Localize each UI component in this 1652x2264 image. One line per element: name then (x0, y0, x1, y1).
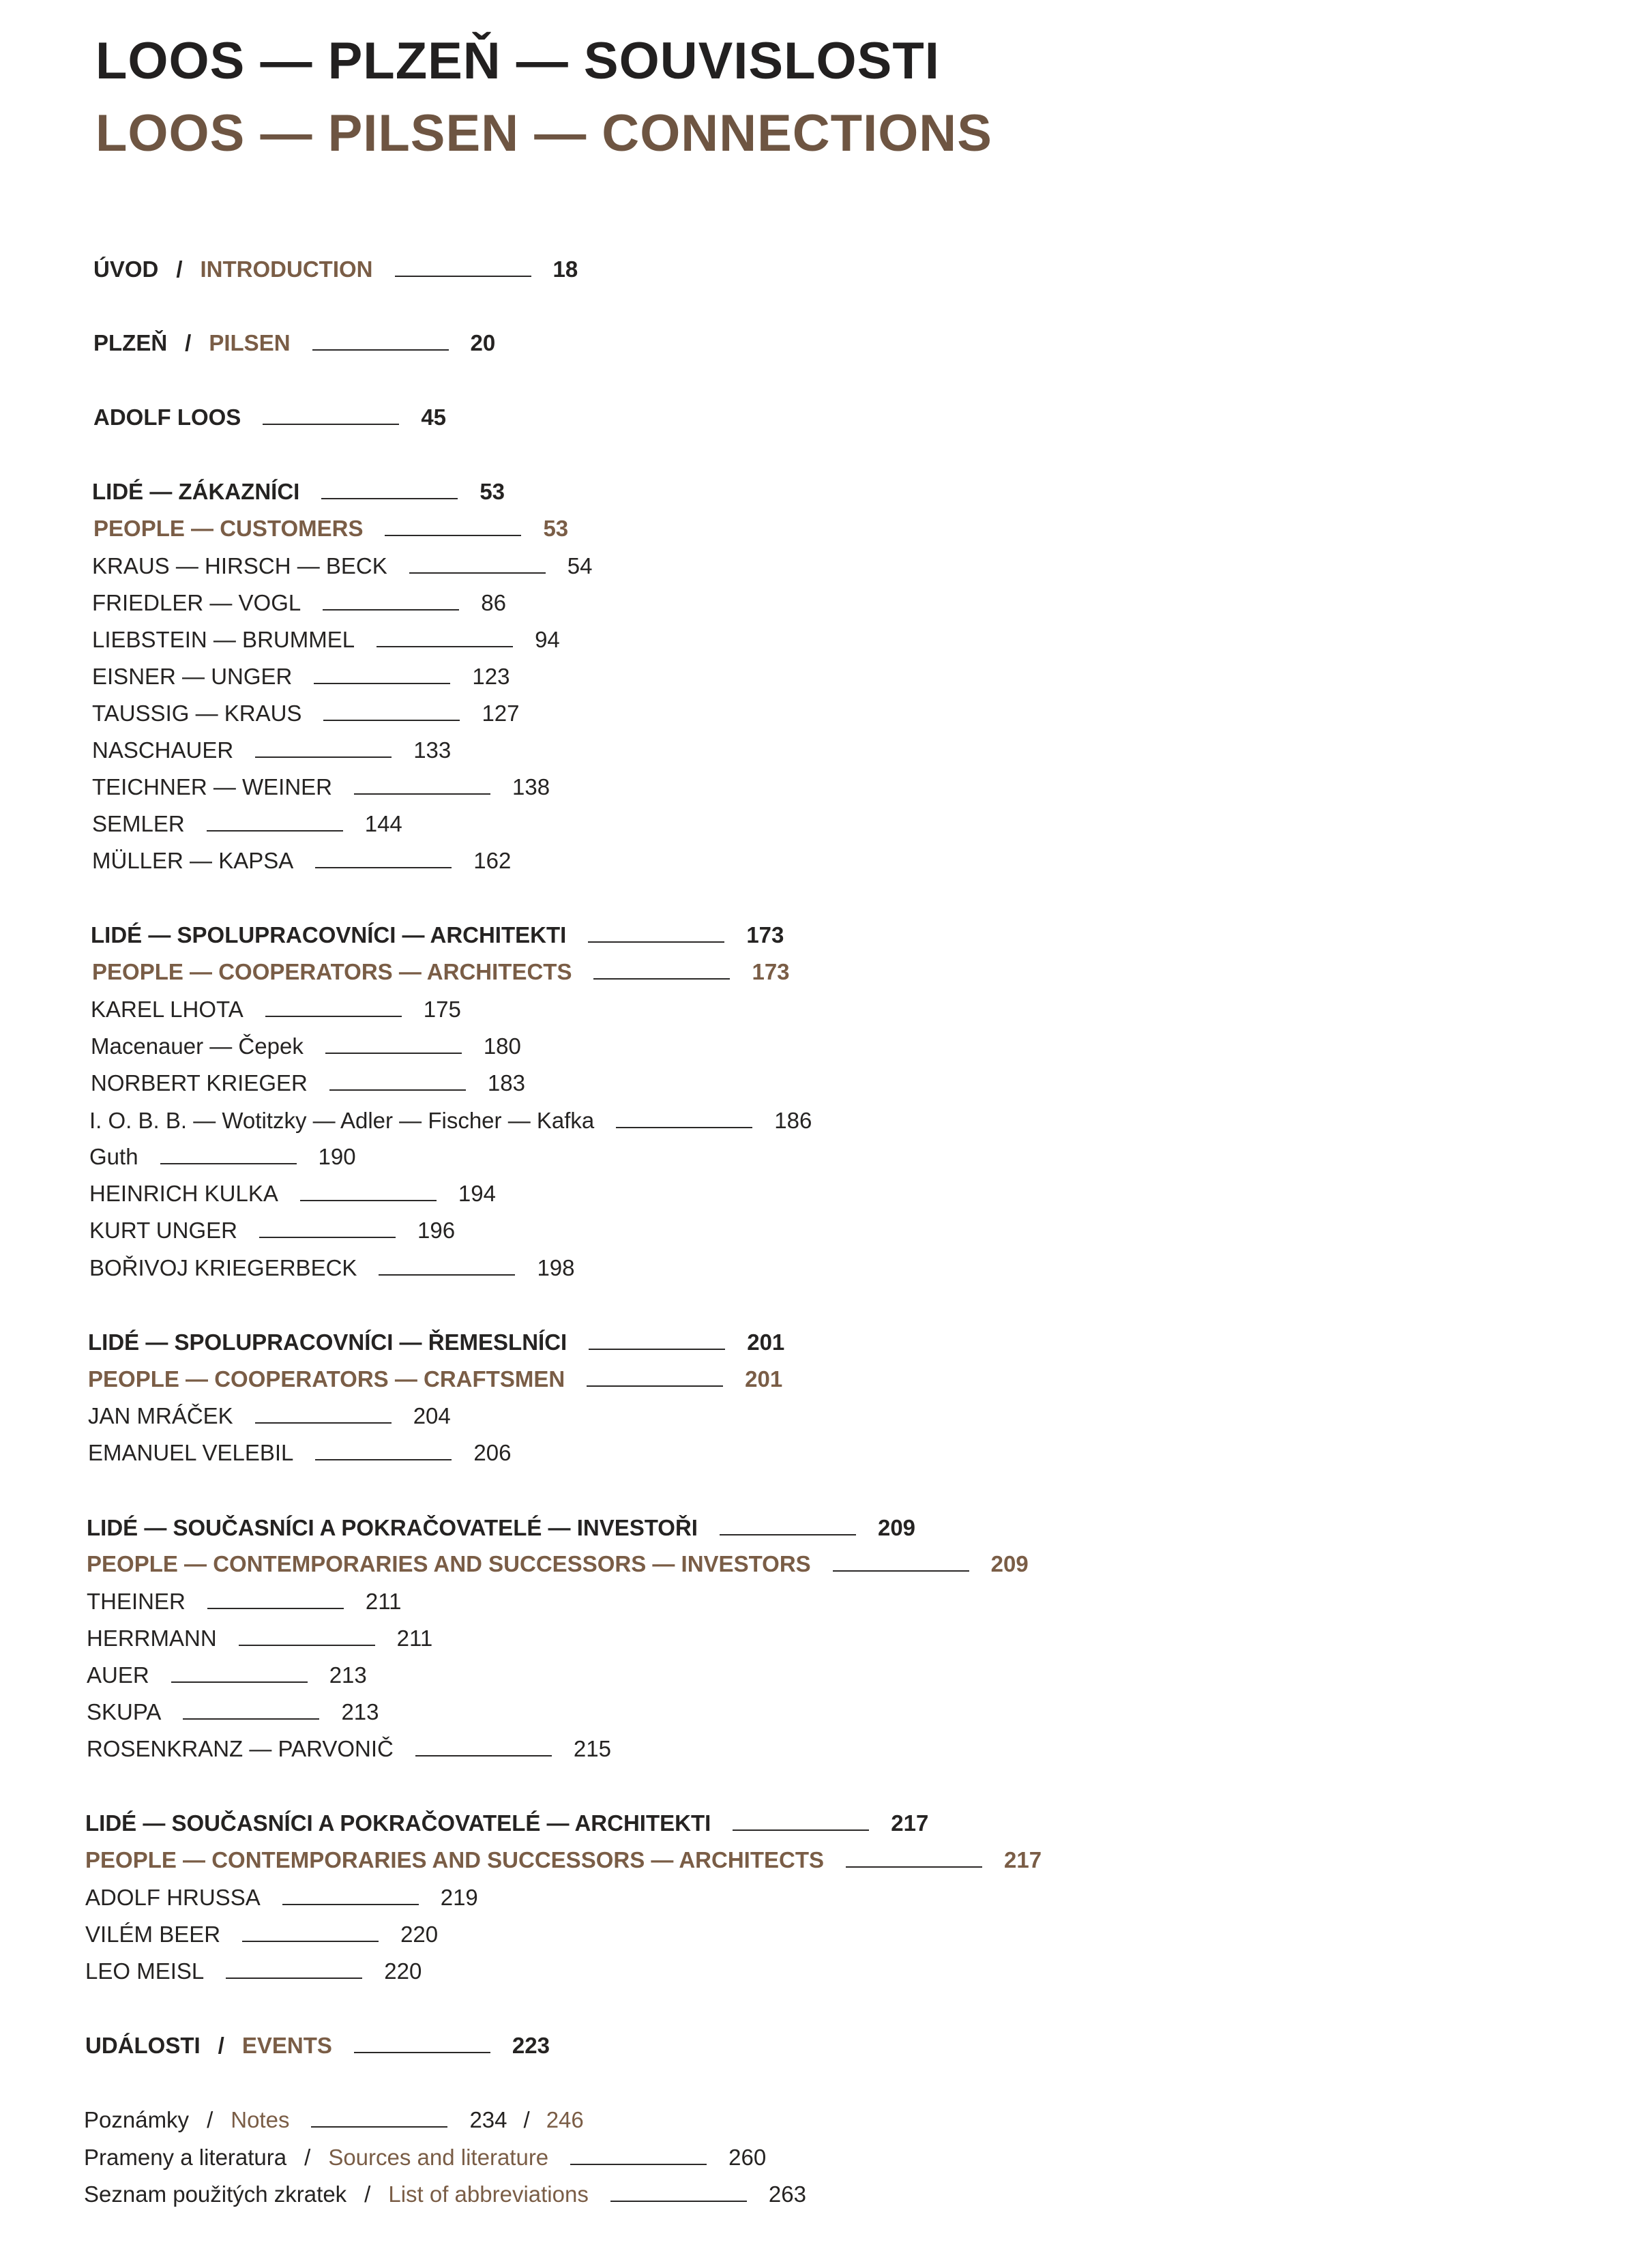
toc-entry (92, 700, 520, 727)
entry-title-czech: LIDÉ — ZÁKAZNÍCI (92, 479, 300, 504)
entry-title-czech: LIDÉ — SOUČASNÍCI A POKRAČOVATELÉ — ARCHITEKTI (85, 1810, 711, 1836)
entry-title-czech: I. O. B. B. — Wotitzky — Adler — Fischer — Kafka (89, 1108, 595, 1133)
leader-line (833, 1553, 969, 1572)
page-number: 198 (537, 1255, 575, 1280)
leader-line (846, 1849, 982, 1868)
leader-line (255, 739, 392, 758)
leader-line (593, 960, 730, 980)
toc-entry (85, 2032, 550, 2059)
toc-entry (92, 847, 511, 874)
leader-line (255, 1405, 392, 1424)
leader-line (282, 1886, 419, 1905)
toc-entry (87, 1550, 1029, 1578)
page-number: 86 (481, 590, 506, 615)
leader-line (570, 2146, 707, 2165)
toc-entry (91, 1033, 521, 1060)
toc-entry (84, 2144, 766, 2171)
toc-entry (93, 256, 578, 283)
leader-line (207, 1590, 344, 1609)
entry-title-english: INTRODUCTION (200, 256, 373, 282)
entry-title-english: Notes (231, 2107, 290, 2132)
entry-title-english: EVENTS (241, 2033, 332, 2058)
entry-title-czech: KRAUS — HIRSCH — BECK (92, 553, 387, 578)
entry-title-czech: Guth (89, 1144, 138, 1169)
entry-title-czech: HERRMANN (87, 1626, 217, 1651)
entry-title-czech: LIDÉ — SOUČASNÍCI A POKRAČOVATELÉ — INVESTOŘI (87, 1515, 698, 1540)
page-number: 127 (482, 701, 520, 726)
leader-line (300, 1182, 437, 1201)
page-number-english: 209 (990, 1551, 1029, 1576)
toc-entry (92, 958, 790, 986)
entry-title-czech: HEINRICH KULKA (89, 1181, 278, 1206)
page-number: 213 (341, 1699, 379, 1724)
leader-line (171, 1664, 308, 1683)
toc-entry (92, 810, 402, 838)
leader-line (265, 998, 402, 1017)
leader-line (616, 1109, 752, 1128)
leader-line (242, 1923, 379, 1942)
leader-line (314, 665, 450, 684)
leader-line (323, 591, 459, 611)
page-number-english: 173 (752, 959, 790, 984)
leader-line (589, 1331, 725, 1350)
toc-entry (84, 2181, 806, 2208)
entry-title-czech: EISNER — UNGER (92, 664, 293, 689)
toc-entry (87, 1699, 379, 1726)
toc-entry (85, 1810, 928, 1837)
entry-title-czech: UDÁLOSTI (85, 2033, 201, 2058)
page-number: 186 (774, 1108, 812, 1133)
entry-title-czech: Prameny a literatura (84, 2145, 287, 2170)
leader-line (263, 406, 399, 425)
entry-title-english: PEOPLE — CONTEMPORARIES AND SUCCESSORS — INVESTORS (87, 1551, 811, 1576)
toc-entry (89, 1143, 356, 1171)
leader-line (588, 924, 724, 943)
leader-line (311, 2108, 447, 2128)
entry-title-czech: VILÉM BEER (85, 1922, 221, 1947)
toc-entry (88, 1439, 511, 1467)
leader-line (226, 1960, 362, 1979)
entry-title-czech: Poznámky (84, 2107, 190, 2132)
entry-title-english: PILSEN (209, 330, 291, 355)
page-number: 54 (567, 553, 593, 578)
entry-title-english: PEOPLE — CONTEMPORARIES AND SUCCESSORS — ARCHITECTS (85, 1847, 824, 1872)
entry-title-czech: JAN MRÁČEK (88, 1403, 233, 1428)
page-number: 45 (421, 405, 447, 430)
page-number: 201 (747, 1329, 785, 1355)
toc-entry (93, 515, 568, 542)
toc-entry (89, 1107, 812, 1134)
page-separator: / (523, 2107, 530, 2132)
page-number: 180 (483, 1033, 521, 1059)
entry-title-czech: THEINER (87, 1589, 186, 1614)
leader-line (415, 1737, 552, 1756)
entry-title-english: PEOPLE — CUSTOMERS (93, 516, 364, 541)
leader-line (259, 1219, 396, 1238)
page-number-english: 53 (543, 516, 569, 541)
entry-title-czech: KURT UNGER (89, 1218, 237, 1243)
page-number: 219 (440, 1885, 478, 1910)
leader-line (610, 2183, 747, 2202)
toc-entry (92, 663, 510, 690)
toc-entry (92, 589, 506, 617)
entry-separator: / (364, 2181, 371, 2207)
entry-title-english: PEOPLE — COOPERATORS — ARCHITECTS (92, 959, 572, 984)
toc-entry (85, 1884, 478, 1911)
entry-separator: / (185, 330, 192, 355)
page-number: 263 (768, 2181, 806, 2207)
page-number: 190 (318, 1144, 356, 1169)
leader-line (315, 1441, 452, 1460)
toc-entry (89, 1217, 455, 1244)
page-number: 194 (458, 1181, 496, 1206)
toc-entry (93, 404, 446, 431)
toc-entry (87, 1735, 611, 1763)
leader-line (329, 1072, 466, 1091)
leader-line (321, 480, 458, 499)
page-number: 213 (329, 1662, 367, 1688)
toc-entry (89, 1254, 575, 1282)
leader-line (587, 1368, 723, 1387)
page-number: 211 (365, 1589, 402, 1614)
title-english: LOOS — PILSEN — CONNECTIONS (95, 104, 992, 162)
entry-title-english: Sources and literature (328, 2145, 549, 2170)
toc-entry (84, 2106, 584, 2134)
page-number: 217 (891, 1810, 929, 1836)
toc-entry (92, 626, 560, 653)
toc-entry (92, 737, 451, 764)
page-number: 173 (746, 922, 784, 947)
leader-line (733, 1812, 869, 1831)
toc-entry (87, 1625, 432, 1652)
toc-entry (89, 1180, 496, 1207)
leader-line (325, 1035, 462, 1054)
page-number: 260 (728, 2145, 767, 2170)
leader-line (409, 555, 546, 574)
entry-title-czech: PLZEŇ (93, 330, 168, 355)
toc-entry (93, 329, 495, 357)
page-number: 175 (423, 997, 461, 1022)
page-number: 53 (480, 479, 505, 504)
page-number: 133 (413, 737, 452, 763)
entry-title-czech: ROSENKRANZ — PARVONIČ (87, 1736, 394, 1761)
leader-line (183, 1701, 319, 1720)
entry-separator: / (207, 2107, 213, 2132)
toc-entry (91, 996, 461, 1023)
page-number-english: 201 (745, 1366, 783, 1392)
page-number: 206 (473, 1440, 512, 1465)
entry-separator: / (218, 2033, 224, 2058)
entry-title-czech: ADOLF HRUSSA (85, 1885, 261, 1910)
toc-entry (92, 774, 550, 801)
entry-title-czech: TAUSSIG — KRAUS (92, 701, 302, 726)
entry-title-czech: Seznam použitých zkratek (84, 2181, 347, 2207)
leader-line (323, 702, 460, 721)
toc-entry (87, 1662, 367, 1689)
entry-title-czech: ADOLF LOOS (93, 405, 241, 430)
toc-entry (85, 1958, 422, 1985)
toc-entry (91, 1070, 525, 1097)
page-number: 162 (473, 848, 512, 873)
toc-entry (85, 1847, 1042, 1874)
entry-title-czech: LIEBSTEIN — BRUMMEL (92, 627, 355, 652)
toc-entry (88, 1329, 784, 1356)
page-number: 209 (877, 1515, 916, 1540)
leader-line (385, 517, 521, 536)
toc-entry (85, 1921, 438, 1948)
page-number: 220 (400, 1922, 439, 1947)
entry-title-czech: Macenauer — Čepek (91, 1033, 304, 1059)
leader-line (720, 1516, 856, 1535)
page-number: 215 (573, 1736, 611, 1761)
page-number: 123 (472, 664, 510, 689)
toc-entry (88, 1366, 782, 1393)
entry-title-czech: AUER (87, 1662, 149, 1688)
page-number: 144 (364, 811, 402, 836)
entry-title-english: PEOPLE — COOPERATORS — CRAFTSMEN (88, 1366, 565, 1392)
entry-title-czech: SEMLER (92, 811, 185, 836)
leader-line (379, 1256, 515, 1276)
page-number-english: 217 (1004, 1847, 1042, 1872)
entry-title-czech: SKUPA (87, 1699, 162, 1724)
leader-line (354, 776, 490, 795)
leader-line (395, 258, 531, 277)
page-number: 220 (384, 1958, 422, 1984)
toc-entry (92, 553, 592, 580)
toc-entry (92, 478, 505, 505)
title-czech: LOOS — PLZEŇ — SOUVISLOSTI (95, 32, 940, 90)
entry-title-czech: LEO MEISL (85, 1958, 205, 1984)
entry-separator: / (176, 256, 183, 282)
entry-title-czech: BOŘIVOJ KRIEGERBECK (89, 1255, 357, 1280)
leader-line (354, 2034, 490, 2053)
leader-line (160, 1145, 297, 1164)
entry-title-czech: FRIEDLER — VOGL (92, 590, 301, 615)
entry-title-czech: LIDÉ — SPOLUPRACOVNÍCI — ŘEMESLNÍCI (88, 1329, 567, 1355)
toc-entry (87, 1588, 401, 1615)
page-number: 94 (535, 627, 560, 652)
toc-entry (91, 922, 784, 949)
entry-title-czech: NASCHAUER (92, 737, 234, 763)
leader-line (239, 1627, 375, 1646)
entry-title-czech: KAREL LHOTA (91, 997, 244, 1022)
toc-entry (88, 1402, 451, 1430)
page-number: 196 (417, 1218, 456, 1243)
entry-title-czech: LIDÉ — SPOLUPRACOVNÍCI — ARCHITEKTI (91, 922, 567, 947)
page-number: 20 (470, 330, 496, 355)
entry-separator: / (304, 2145, 311, 2170)
page-number: 223 (512, 2033, 550, 2058)
leader-line (377, 628, 513, 647)
page-number: 183 (487, 1070, 525, 1096)
toc-entry (87, 1514, 915, 1542)
entry-title-czech: MÜLLER — KAPSA (92, 848, 294, 873)
page-number: 18 (552, 256, 578, 282)
entry-title-czech: TEICHNER — WEINER (92, 774, 333, 799)
page-number: 138 (512, 774, 550, 799)
leader-line (315, 849, 452, 868)
entry-title-czech: EMANUEL VELEBIL (88, 1440, 294, 1465)
entry-title-czech: NORBERT KRIEGER (91, 1070, 308, 1096)
page-number: 204 (413, 1403, 451, 1428)
page-number-english: 246 (546, 2107, 584, 2132)
page-number: 234 (469, 2107, 507, 2132)
entry-title-czech: ÚVOD (93, 256, 159, 282)
page-number: 211 (396, 1626, 433, 1651)
entry-title-english: List of abbreviations (388, 2181, 589, 2207)
leader-line (312, 332, 449, 351)
leader-line (207, 812, 343, 832)
